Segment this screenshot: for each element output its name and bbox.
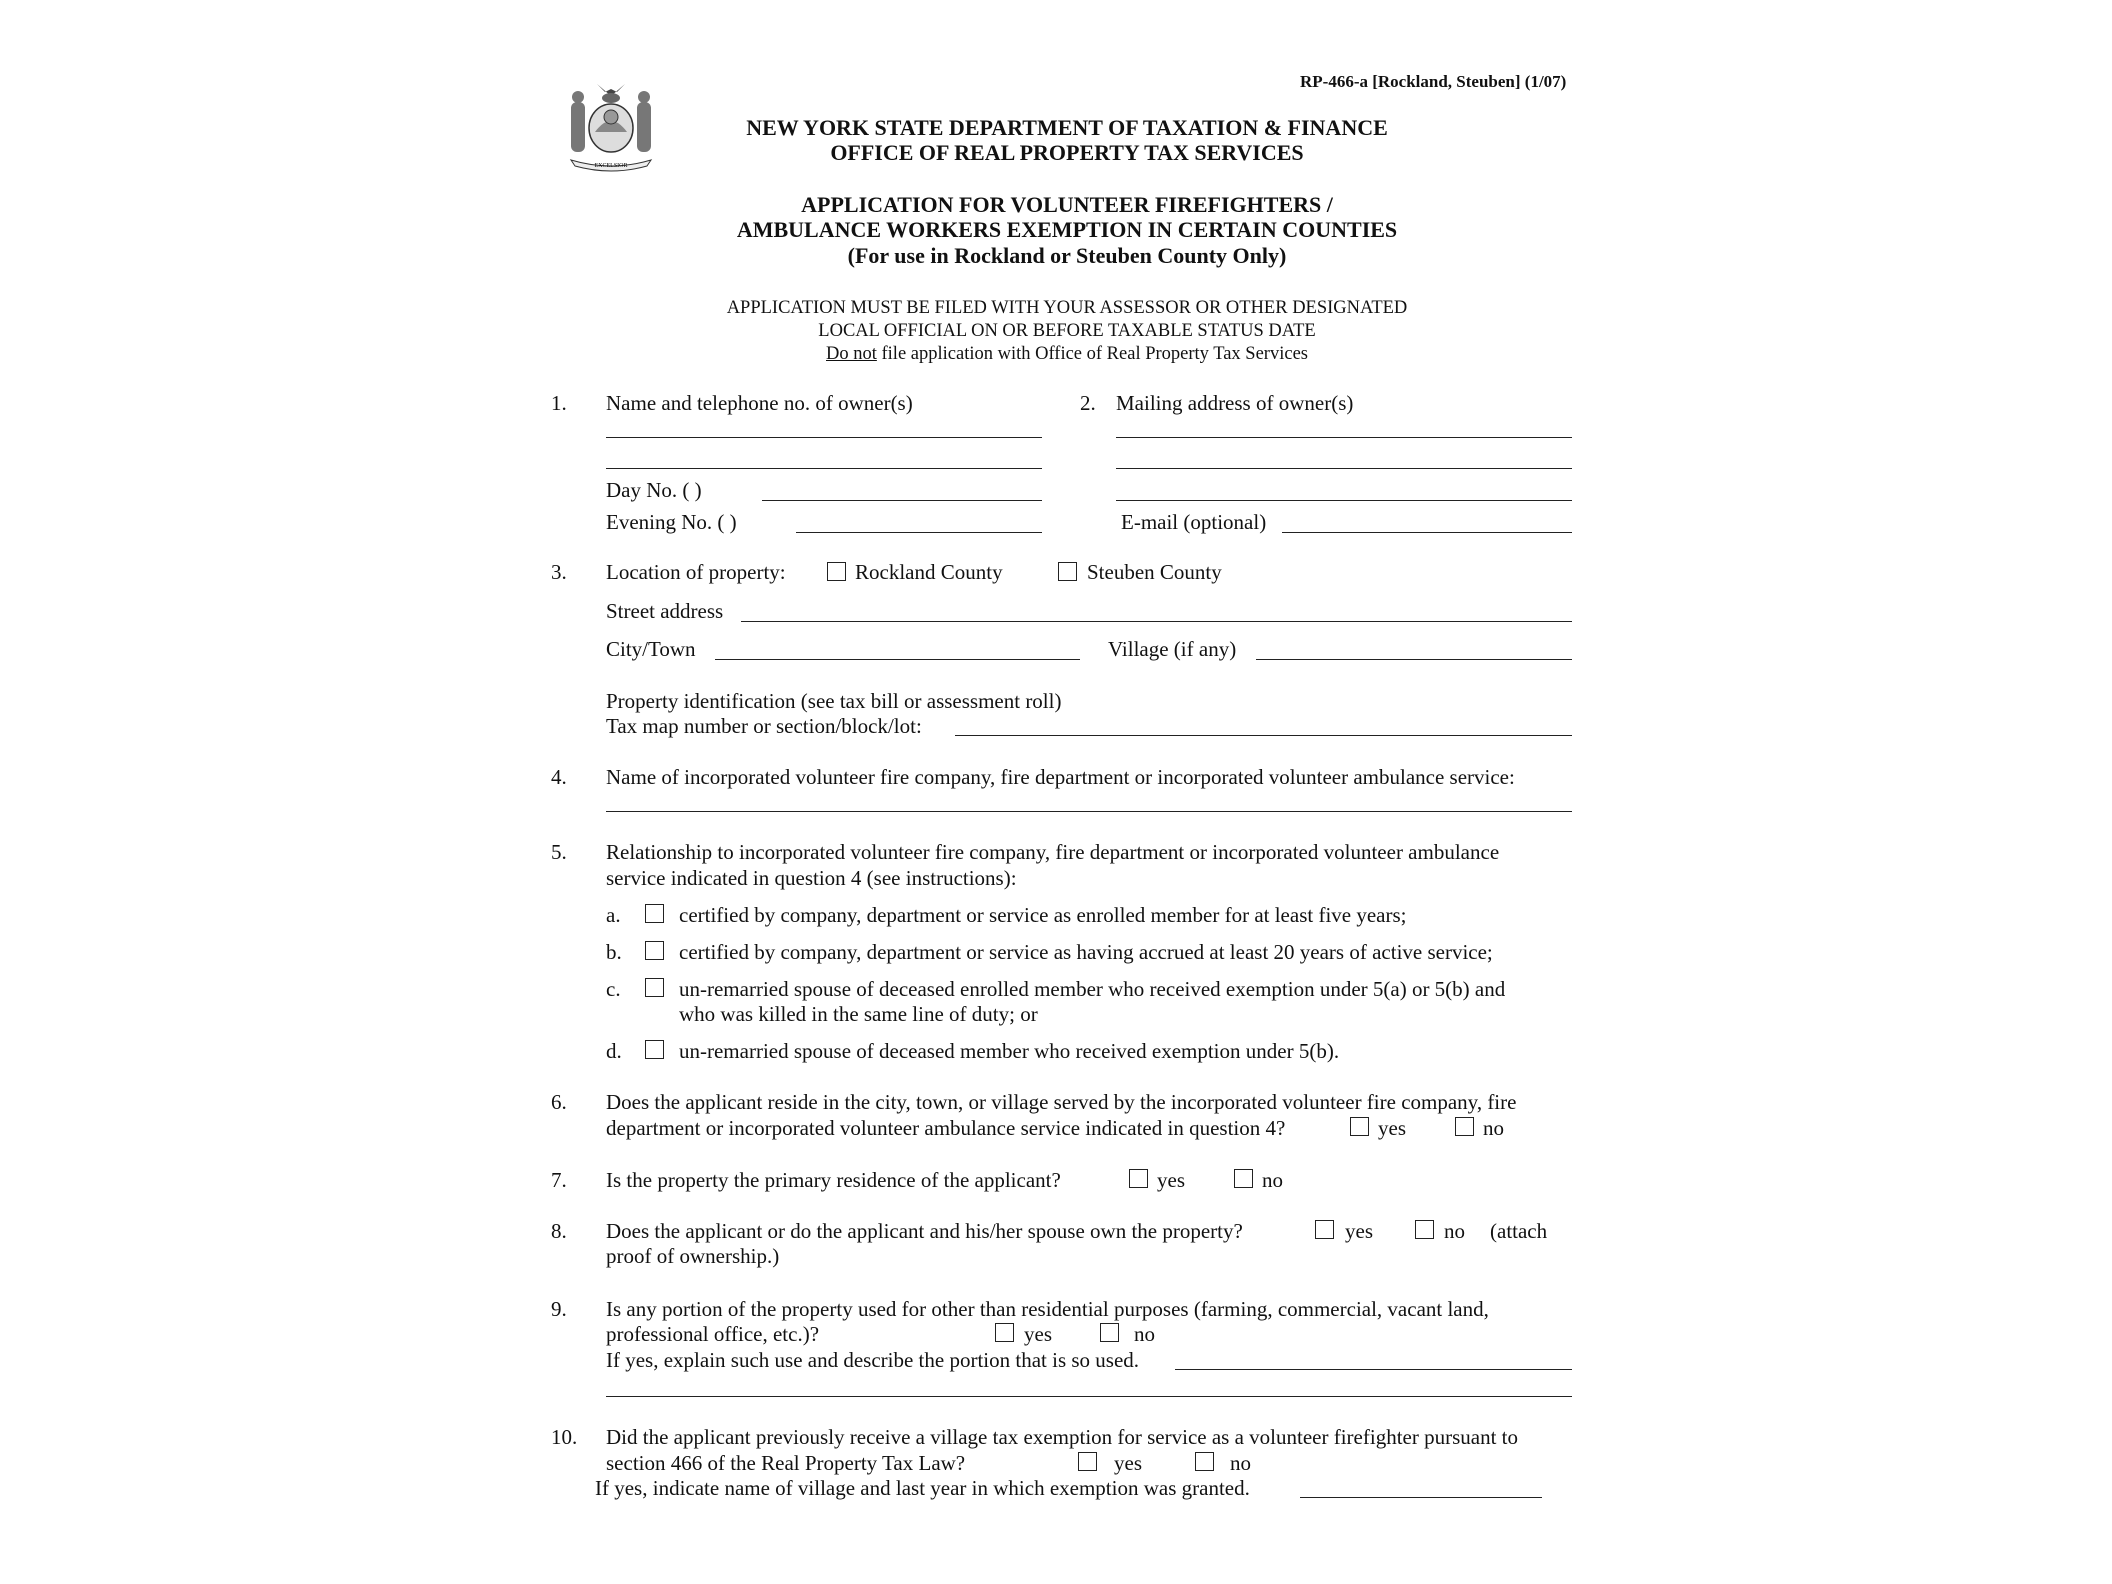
q10-no-checkbox[interactable] <box>1195 1452 1214 1471</box>
city-town-line[interactable] <box>715 659 1080 660</box>
q6-yes-label: yes <box>1378 1116 1406 1140</box>
q5-option-d-letter: d. <box>606 1039 622 1063</box>
steuben-county-label: Steuben County <box>1087 560 1222 584</box>
q10-yes-checkbox[interactable] <box>1078 1452 1097 1471</box>
q7-yes-label: yes <box>1157 1168 1185 1192</box>
q1-label: Name and telephone no. of owner(s) <box>606 391 913 415</box>
q10-yes-label: yes <box>1114 1451 1142 1475</box>
form-code: RP-466-a [Rockland, Steuben] (1/07) <box>1300 72 1567 91</box>
notice-do-not: Do not <box>826 344 877 364</box>
q8-yes-label: yes <box>1345 1219 1373 1243</box>
email-line[interactable] <box>1282 532 1572 533</box>
q8-label: Does the applicant or do the applicant and his/her spouse own the property? <box>606 1219 1243 1243</box>
q7-label: Is the property the primary residence of the applicant? <box>606 1168 1061 1192</box>
notice-line-1: APPLICATION MUST BE FILED WITH YOUR ASSESSOR OR OTHER DESIGNATED <box>726 298 1408 318</box>
q5-option-a-checkbox[interactable] <box>645 904 664 923</box>
notice-line-3 <box>567 343 1567 366</box>
q4-label: Name of incorporated volunteer fire company, fire department or incorporated volunteer ambulance service: <box>606 765 1515 789</box>
q6-line-1: Does the applicant reside in the city, town, or village served by the incorporated volunteer fire company, fire <box>606 1090 1517 1114</box>
q5-option-d-checkbox[interactable] <box>645 1040 664 1059</box>
q5-option-b-checkbox[interactable] <box>645 941 664 960</box>
q5-option-c-letter: c. <box>606 977 621 1001</box>
q5-option-b-text: certified by company, department or service as having accrued at least 20 years of active service; <box>679 940 1493 964</box>
q9-line-3: If yes, explain such use and describe the portion that is so used. <box>606 1348 1140 1372</box>
tax-map-line[interactable] <box>955 735 1572 736</box>
q4-number: 4. <box>551 765 567 789</box>
title-line-1: APPLICATION FOR VOLUNTEER FIREFIGHTERS / <box>801 192 1333 217</box>
q5-number: 5. <box>551 840 567 864</box>
q9-line-1: Is any portion of the property used for other than residential purposes (farming, commercial, vacant land, <box>606 1297 1489 1321</box>
q10-no-label: no <box>1230 1451 1251 1475</box>
q9-yes-label: yes <box>1024 1322 1052 1346</box>
street-address-line[interactable] <box>741 621 1572 622</box>
q2-number: 2. <box>1080 391 1096 415</box>
q9-explain-line-2[interactable] <box>606 1396 1572 1397</box>
q6-yes-checkbox[interactable] <box>1350 1117 1369 1136</box>
q5-line-1: Relationship to incorporated volunteer fire company, fire department or incorporated volunteer ambulance <box>606 840 1500 864</box>
q5-option-c-checkbox[interactable] <box>645 978 664 997</box>
q5-option-a-letter: a. <box>606 903 621 927</box>
q8-attach-label: (attach <box>1490 1219 1548 1243</box>
q8-yes-checkbox[interactable] <box>1315 1220 1334 1239</box>
q10-number: 10. <box>551 1425 578 1449</box>
q10-village-line[interactable] <box>1300 1497 1542 1498</box>
q5-option-b-letter: b. <box>606 940 622 964</box>
owner-name-line-1[interactable] <box>606 437 1042 438</box>
email-label: E-mail (optional) <box>1121 510 1267 534</box>
q9-number: 9. <box>551 1297 567 1321</box>
q9-no-label: no <box>1134 1322 1155 1346</box>
rockland-county-checkbox[interactable] <box>827 562 846 581</box>
q6-no-checkbox[interactable] <box>1455 1117 1474 1136</box>
q3-label: Location of property: <box>606 560 786 584</box>
steuben-county-checkbox[interactable] <box>1058 562 1077 581</box>
dept-line-1: NEW YORK STATE DEPARTMENT OF TAXATION & FINANCE <box>746 115 1388 140</box>
q6-number: 6. <box>551 1090 567 1114</box>
property-id-label-1: Property identification (see tax bill or assessment roll) <box>606 689 1062 713</box>
q6-line-2: department or incorporated volunteer ambulance service indicated in question 4? <box>606 1116 1286 1140</box>
q7-no-checkbox[interactable] <box>1234 1169 1253 1188</box>
village-label: Village (if any) <box>1108 637 1237 661</box>
q9-explain-line-1[interactable] <box>1175 1369 1572 1370</box>
mailing-address-line-3[interactable] <box>1116 500 1572 501</box>
notice-rest: file application with Office of Real Property Tax Services <box>876 344 1308 364</box>
q7-yes-checkbox[interactable] <box>1129 1169 1148 1188</box>
q7-no-label: no <box>1262 1168 1283 1192</box>
q8-no-label: no <box>1444 1219 1465 1243</box>
q7-number: 7. <box>551 1168 567 1192</box>
q5-option-a-text: certified by company, department or service as enrolled member for at least five years; <box>679 903 1407 927</box>
owner-name-line-2[interactable] <box>606 468 1042 469</box>
q5-option-c-text-2: who was killed in the same line of duty; or <box>679 1002 1038 1026</box>
dept-line-2: OFFICE OF REAL PROPERTY TAX SERVICES <box>830 140 1304 165</box>
q2-label: Mailing address of owner(s) <box>1116 391 1354 415</box>
evening-phone-label: Evening No. ( ) <box>606 510 737 534</box>
q10-line-2: section 466 of the Real Property Tax Law? <box>606 1451 966 1475</box>
property-id-label-2: Tax map number or section/block/lot: <box>606 714 922 738</box>
q1-number: 1. <box>551 391 567 415</box>
notice-line-2: LOCAL OFFICIAL ON OR BEFORE TAXABLE STATUS DATE <box>818 321 1316 341</box>
q5-line-2: service indicated in question 4 (see instructions): <box>606 866 1017 890</box>
mailing-address-line-2[interactable] <box>1116 468 1572 469</box>
q6-no-label: no <box>1483 1116 1504 1140</box>
evening-phone-line[interactable] <box>796 532 1042 533</box>
q8-line-2: proof of ownership.) <box>606 1244 780 1268</box>
q3-number: 3. <box>551 560 567 584</box>
rockland-county-label: Rockland County <box>855 560 1003 584</box>
title-line-3: (For use in Rockland or Steuben County Only) <box>847 243 1287 268</box>
village-line[interactable] <box>1256 659 1572 660</box>
q10-line-3: If yes, indicate name of village and last year in which exemption was granted. <box>595 1476 1250 1500</box>
fire-company-name-line[interactable] <box>606 811 1572 812</box>
q9-yes-checkbox[interactable] <box>995 1323 1014 1342</box>
q9-line-2: professional office, etc.)? <box>606 1322 820 1346</box>
q9-no-checkbox[interactable] <box>1100 1323 1119 1342</box>
q8-no-checkbox[interactable] <box>1415 1220 1434 1239</box>
city-town-label: City/Town <box>606 637 696 661</box>
day-phone-line[interactable] <box>762 500 1042 501</box>
mailing-address-line-1[interactable] <box>1116 437 1572 438</box>
q8-number: 8. <box>551 1219 567 1243</box>
q5-option-c-text: un-remarried spouse of deceased enrolled member who received exemption under 5(a) or 5(b) and <box>679 977 1506 1001</box>
seal-motto: EXCELSIOR <box>594 163 628 169</box>
q10-line-1: Did the applicant previously receive a village tax exemption for service as a volunteer firefighter pursuant to <box>606 1425 1518 1449</box>
street-address-label: Street address <box>606 599 724 623</box>
title-line-2: AMBULANCE WORKERS EXEMPTION IN CERTAIN COUNTIES <box>736 217 1398 242</box>
q5-option-d-text: un-remarried spouse of deceased member who received exemption under 5(b). <box>679 1039 1340 1063</box>
day-phone-label: Day No. ( ) <box>606 478 702 502</box>
